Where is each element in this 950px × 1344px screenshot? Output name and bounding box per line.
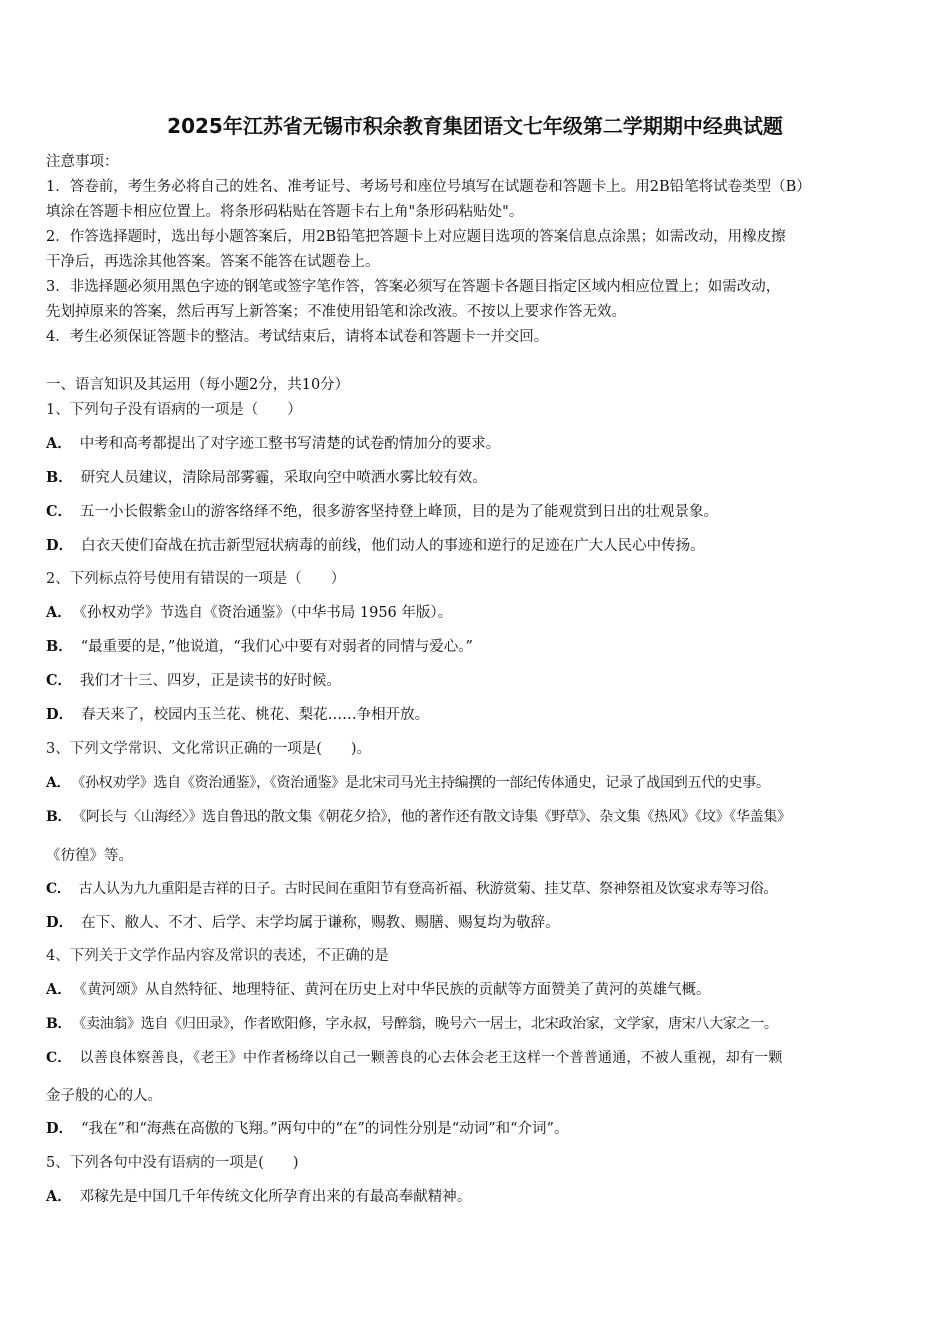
option-letter: A．: [46, 981, 72, 998]
option-letter: D．: [46, 914, 74, 931]
question-stem: 5、下列各句中没有语病的一项是( ): [46, 1155, 299, 1171]
notice-heading: 注意事项：: [46, 154, 119, 170]
option-c: [46, 671, 341, 691]
question-stem: 4、下列关于文学作品内容及常识的表述，不正确的是: [46, 948, 389, 964]
option-b: [46, 468, 487, 488]
notice-line: 先划掉原来的答案，然后再写上新答案；不准使用铅笔和涂改液。不按以上要求作答无效。: [46, 304, 626, 320]
option-text: 《阿长与〈山海经〉》选自鲁迅的散文集《朝花夕拾》，他的著作还有散文诗集《野草》、杂文集《热风》《坟》《华盖集》: [79, 809, 791, 825]
option-c: [46, 502, 718, 522]
option-letter: A．: [46, 775, 71, 791]
option-d: [46, 913, 560, 933]
option-text: “我在”和“海燕在高傲的飞翔。”两句中的“在”的词性分别是“动词”和“介词”。: [81, 1121, 569, 1137]
option-text: 古人认为九九重阳是吉祥的日子。古时民间在重阳节有登高祈福、秋游赏菊、挂艾草、祭神祭祖及饮宴求寿等习俗。: [78, 881, 778, 897]
option-text: 白衣天使们奋战在抗击新型冠状病毒的前线，他们动人的事迹和逆行的足迹在广大人民心中传扬。: [81, 538, 705, 554]
option-a: [46, 1187, 471, 1207]
option-text: 在下、敝人、不才、后学、末学均属于谦称，赐教、赐膳、赐复均为敬辞。: [81, 915, 560, 931]
option-letter: C．: [46, 672, 73, 689]
option-letter: B．: [46, 638, 73, 655]
notice-block: [46, 150, 912, 350]
option-letter: C．: [46, 503, 73, 520]
option-letter: C．: [46, 1050, 72, 1066]
option-text: 《卖油翁》选自《归田录》，作者欧阳修，字永叔，号醉翁，晚号六一居士，北宋政治家，文学家，唐宋八大家之一。: [79, 1016, 778, 1032]
option-d: [46, 1119, 568, 1139]
question-stem: 3、下列文学常识、文化常识正确的一项是( )。: [46, 741, 372, 757]
option-c-continued: 金子般的心的人。: [46, 1088, 162, 1104]
option-b: [46, 807, 791, 827]
notice-line: 3．非选择题必须用黑色字迹的钢笔或签字笔作答，答案必须写在答题卡各题目指定区域内相应位置上；如需改动，: [46, 279, 781, 295]
option-letter: D．: [46, 706, 74, 723]
option-letter: B．: [46, 1016, 72, 1032]
option-letter: A．: [46, 1188, 72, 1205]
question-stem: 2、下列标点符号使用有错误的一项是（ ）: [46, 571, 346, 587]
section-heading: 一、语言知识及其运用（每小题2分，共10分）: [46, 377, 350, 393]
option-letter: A．: [46, 435, 72, 452]
option-text: 邓稼先是中国几千年传统文化所孕育出来的有最高奉献精神。: [79, 1189, 472, 1205]
option-b: [46, 1014, 778, 1034]
option-c: [46, 879, 777, 899]
option-d: [46, 536, 705, 556]
option-letter: D．: [46, 537, 74, 554]
option-letter: B．: [46, 809, 72, 825]
option-text: 《孙权劝学》选自《资治通鉴》，《资治通鉴》是北宋司马光主持编撰的一部纪传体通史，记录了战国到五代的史事。: [78, 775, 770, 791]
option-letter: A．: [46, 604, 72, 621]
option-c: [46, 1048, 783, 1068]
notice-line: 1．答卷前，考生务必将自己的姓名、准考证号、考场号和座位号填写在试题卷和答题卡上。用2B铅笔将试卷类型（B）: [46, 179, 811, 195]
option-d: [46, 705, 429, 725]
option-text: 中考和高考都提出了对字迹工整书写清楚的试卷酌情加分的要求。: [79, 436, 501, 452]
option-text: 我们才十三、四岁，正是读书的好时候。: [80, 673, 342, 689]
option-b: [46, 637, 473, 657]
notice-line: 干净后，再选涂其他答案。答案不能答在试题卷上。: [46, 254, 380, 270]
option-a: [46, 980, 711, 1000]
option-text: 《黄河颂》从自然特征、地理特征、黄河在历史上对中华民族的贡献等方面赞美了黄河的英雄气概。: [79, 982, 711, 998]
option-letter: C．: [46, 881, 71, 897]
option-text: 《孙权劝学》节选自《资治通鉴》（中华书局 1956 年版）。: [79, 605, 453, 621]
option-a: [46, 434, 500, 454]
notice-line: 2．作答选择题时，选出每小题答案后，用2B铅笔把答题卡上对应题目选项的答案信息点涂黑；如需改动，用橡皮擦: [46, 229, 786, 245]
option-text: 研究人员建议，清除局部雾霾，采取向空中喷洒水雾比较有效。: [80, 470, 487, 486]
page-title: 2025年江苏省无锡市积余教育集团语文七年级第二学期期中经典试题: [167, 114, 783, 138]
notice-line: 4．考生必须保证答题卡的整洁。考试结束后，请将本试卷和答题卡一并交回。: [46, 329, 549, 345]
option-letter: D．: [46, 1120, 74, 1137]
notice-line: 填涂在答题卡相应位置上。将条形码粘贴在答题卡右上角"条形码粘贴处"。: [46, 204, 524, 220]
option-a: [46, 773, 770, 793]
option-text: 以善良体察善良，《老王》中作者杨绛以自己一颗善良的心去体会老王这样一个普普通通，不被人重视，却有一颗: [79, 1050, 783, 1066]
option-letter: B．: [46, 469, 73, 486]
option-b-continued: 《彷徨》等。: [46, 848, 133, 864]
option-text: “最重要的是，”他说道，“我们心中要有对弱者的同情与爱心。”: [80, 639, 473, 655]
option-text: 春天来了，校园内玉兰花、桃花、梨花……争相开放。: [81, 707, 430, 723]
option-text: 五一小长假紫金山的游客络绎不绝，很多游客坚持登上峰顶，目的是为了能观赏到日出的壮观景象。: [80, 504, 719, 520]
question-stem: 1、下列句子没有语病的一项是（ ）: [46, 402, 302, 418]
option-a: [46, 603, 452, 623]
